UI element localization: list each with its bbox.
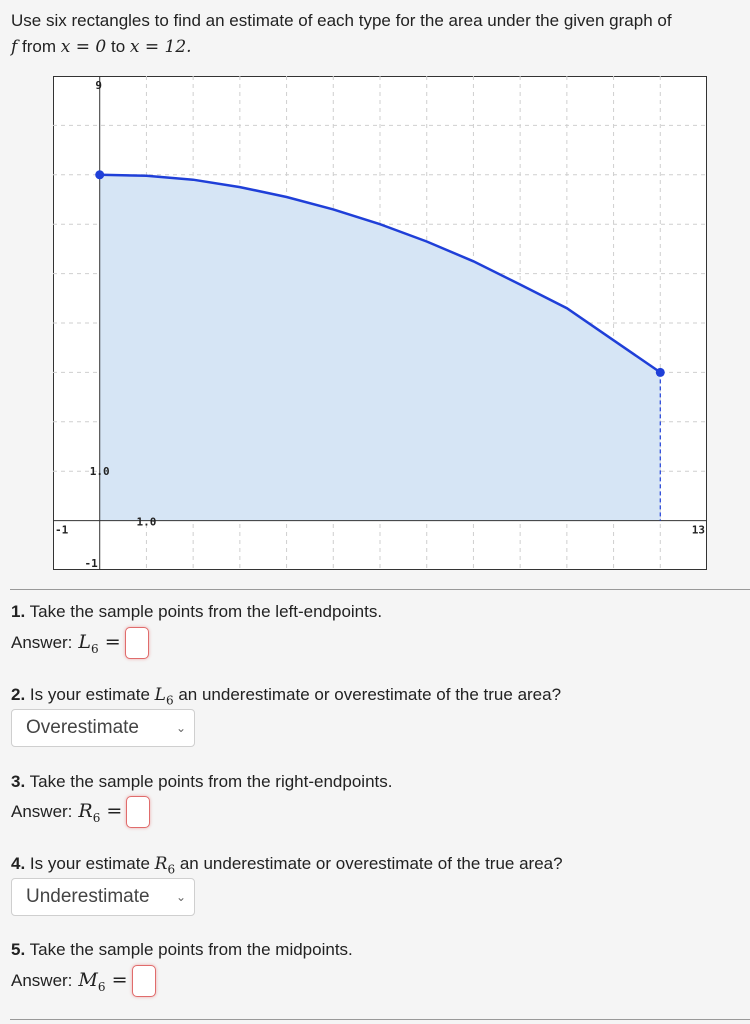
left-endpoint-dot: [95, 170, 104, 179]
r6-inline: [154, 854, 176, 877]
question-2: [11, 685, 561, 707]
question-number: 2.: [11, 685, 26, 704]
from-text: from: [22, 37, 57, 56]
question-text-b: an underestimate or overestimate of the true area?: [179, 854, 563, 873]
m6-symbol: [78, 969, 127, 994]
question-4: [11, 854, 563, 876]
selected-value: Underestimate: [26, 886, 150, 907]
r-letter: R: [78, 799, 93, 822]
x-var-1: x: [60, 37, 71, 57]
question-text-a: Is your estimate: [29, 685, 150, 704]
question-3: [11, 772, 392, 792]
to-text: to: [110, 37, 126, 56]
chevron-down-icon: ⌄: [175, 890, 186, 904]
estimate-select-r6[interactable]: [11, 878, 195, 916]
x-tick-unit: 1.0: [136, 515, 157, 529]
question-number: 3.: [11, 772, 26, 791]
question-number: 4.: [11, 854, 26, 873]
x-tick-left: -1: [55, 523, 69, 537]
equals: =: [111, 968, 128, 991]
y-tick-bottom: -1: [84, 557, 98, 570]
y-tick-unit: 1.0: [89, 465, 110, 479]
r-letter: R: [154, 854, 168, 874]
right-endpoint-dot: [656, 368, 665, 377]
x-start: = 0: [70, 37, 107, 57]
subscript: 6: [165, 693, 174, 708]
divider-top: [10, 589, 750, 590]
answer-input-m6[interactable]: [132, 965, 156, 997]
function-graph: [53, 76, 707, 570]
divider-bottom: [10, 1019, 750, 1020]
subscript: 6: [97, 979, 106, 994]
chevron-down-icon: ⌄: [175, 721, 186, 735]
answer-label: Answer:: [11, 802, 73, 821]
subscript: 6: [167, 862, 176, 877]
function-name: f: [11, 37, 18, 57]
intro-text: Use six rectangles to find an estimate of each type for the area under the given graph of: [11, 11, 672, 30]
x-tick-right: 13: [691, 523, 705, 537]
y-tick-top: 9: [95, 79, 103, 92]
question-5: [11, 940, 353, 960]
answer-input-r6[interactable]: [126, 796, 150, 828]
question-number: 5.: [11, 940, 26, 959]
answer-row-1: [11, 627, 149, 659]
question-text: Take the sample points from the midpoints.: [29, 940, 353, 959]
question-text: Take the sample points from the right-endpoints.: [29, 772, 393, 791]
x-var-2: x: [129, 37, 140, 57]
answer-input-l6[interactable]: [125, 627, 149, 659]
problem-intro: [11, 8, 746, 60]
answer-label: Answer:: [11, 633, 73, 652]
subscript: 6: [91, 641, 99, 656]
estimate-select-l6[interactable]: [11, 709, 195, 747]
question-text-b: an underestimate or overestimate of the true area?: [178, 685, 562, 704]
equals: =: [104, 630, 121, 653]
m-letter: M: [78, 968, 98, 991]
question-text: Take the sample points from the left-endpoints.: [29, 602, 383, 621]
answer-label: Answer:: [11, 971, 73, 990]
question-text-a: Is your estimate: [29, 854, 150, 873]
l6-inline: [154, 685, 174, 708]
x-end: = 12.: [139, 37, 192, 57]
r6-symbol: [78, 800, 122, 825]
question-number: 1.: [11, 602, 26, 621]
equals: =: [106, 799, 123, 822]
answer-row-5: [11, 965, 156, 997]
l-letter: L: [154, 685, 166, 705]
selected-value: Overestimate: [26, 717, 139, 738]
l-letter: L: [78, 630, 92, 653]
l6-symbol: [78, 631, 120, 656]
question-1: [11, 602, 382, 622]
subscript: 6: [92, 810, 101, 825]
answer-row-3: [11, 796, 150, 828]
